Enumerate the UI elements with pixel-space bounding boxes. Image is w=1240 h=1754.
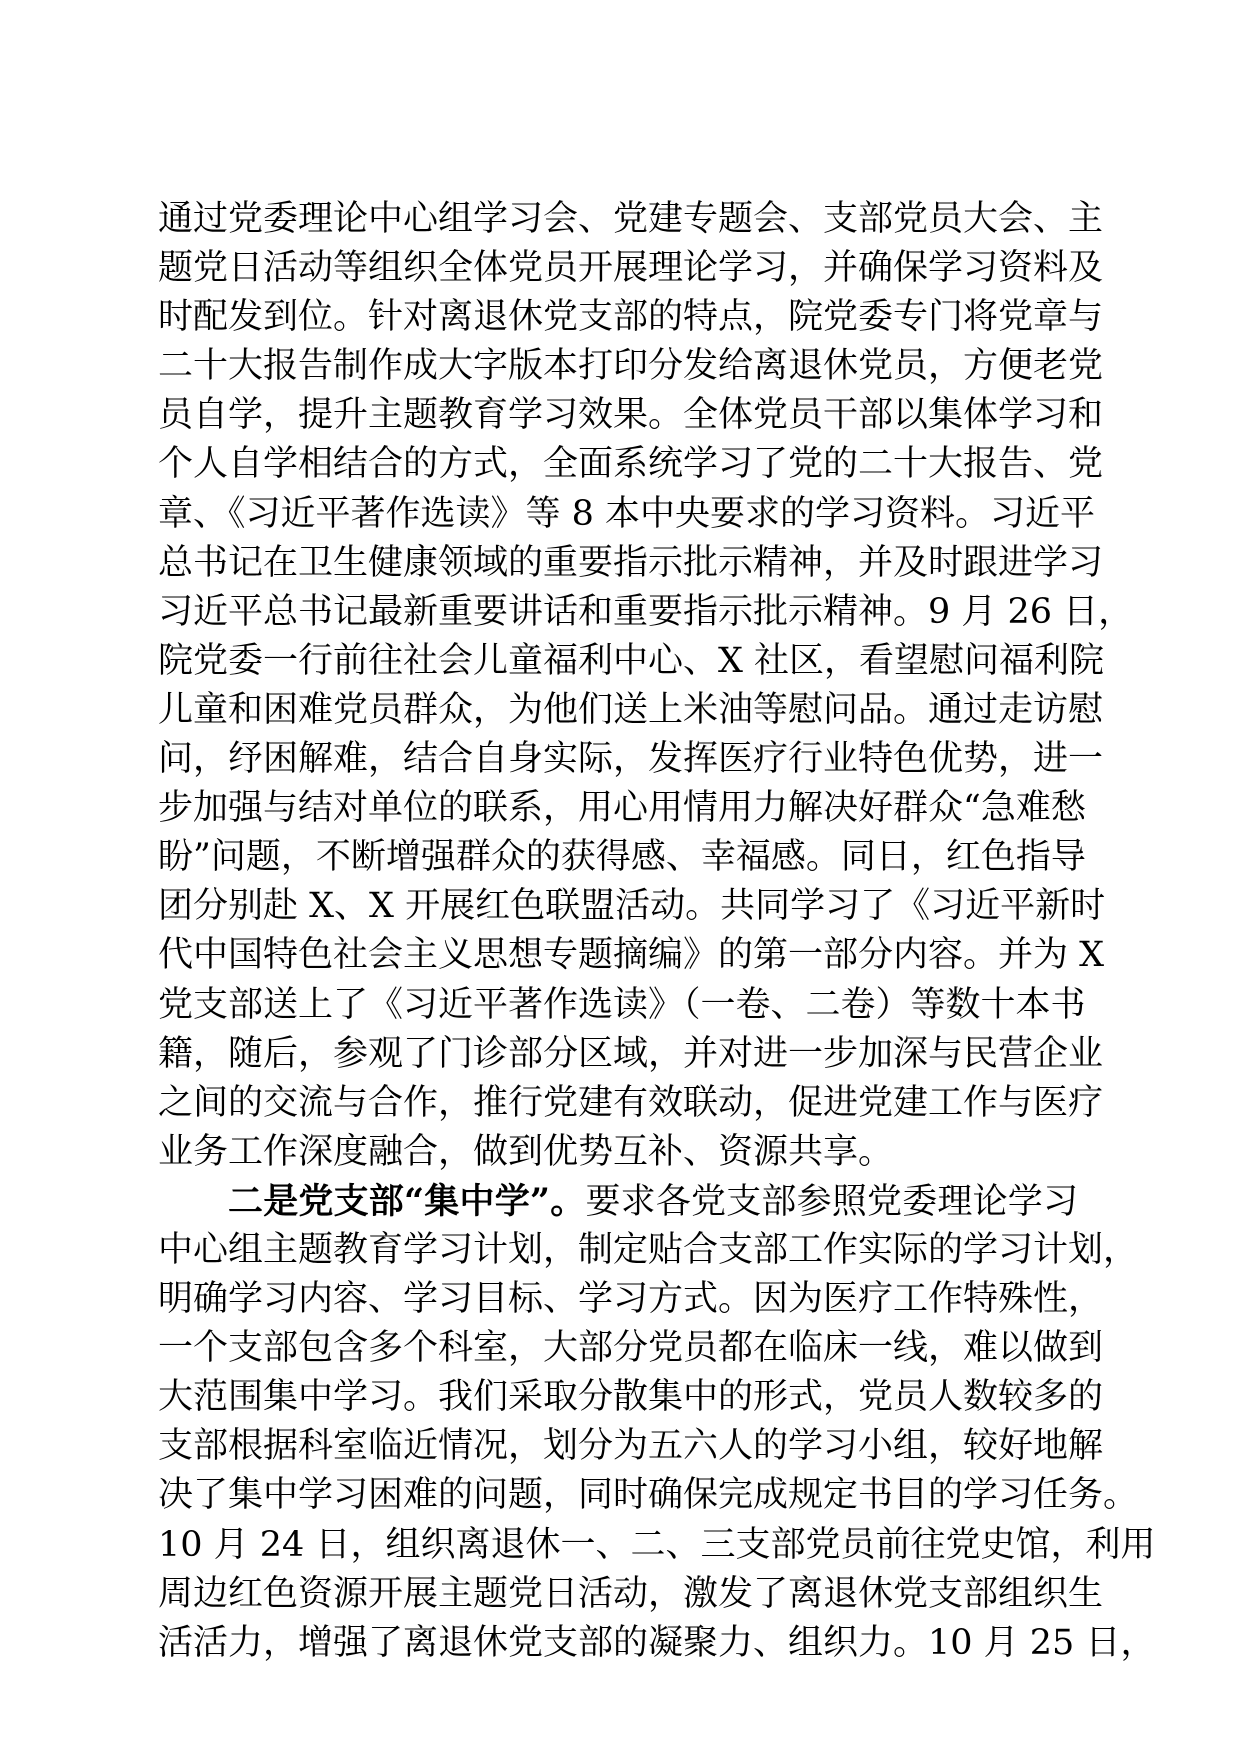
text-line: 大范围集中学习。我们采取分散集中的形式，党员人数较多的 <box>158 1377 1104 1418</box>
text-line: 通过党委理论中心组学习会、党建专题会、支部党员大会、主 <box>158 199 1104 239</box>
paragraph-2-first-text: 要求各党支部参照党委理论学习 <box>585 1181 1078 1222</box>
text-line: 习近平总书记最新重要讲话和重要指示批示精神。9 月 26 日， <box>158 591 1134 632</box>
text-line: 周边红色资源开展主题党日活动，激发了离退休党支部组织生 <box>158 1573 1104 1614</box>
text-line: 个人自学相结合的方式，全面系统学习了党的二十大报告、党 <box>158 444 1104 485</box>
paragraph-2-heading: 二是党支部“集中学”。 <box>228 1180 586 1222</box>
text-line: 团分别赴 X、X 开展红色联盟活动。共同学习了《习近平新时 <box>158 886 1106 927</box>
text-line: 总书记在卫生健康领域的重要指示批示精神，并及时跟进学习 <box>158 542 1104 583</box>
text-line: 活活力，增强了离退休党支部的凝聚力、组织力。10 月 25 日， <box>158 1622 1156 1663</box>
text-line: 之间的交流与合作，推行党建有效联动，促进党建工作与医疗 <box>158 1082 1104 1123</box>
text-line: 院党委一行前往社会儿童福利中心、X 社区，看望慰问福利院 <box>158 640 1105 681</box>
text-line: 10 月 24 日，组织离退休一、二、三支部党员前往党史馆，利用 <box>158 1524 1156 1565</box>
text-line: 步加强与结对单位的联系，用心用情用力解决好群众“急难愁 <box>158 788 1086 829</box>
text-line: 题党日活动等组织全体党员开展理论学习，并确保学习资料及 <box>158 248 1104 289</box>
text-line: 问，纾困解难，结合自身实际，发挥医疗行业特色优势，进一 <box>158 739 1104 780</box>
text-line: 员自学，提升主题教育学习效果。全体党员干部以集体学习和 <box>158 395 1104 436</box>
text-line: 时配发到位。针对离退休党支部的特点，院党委专门将党章与 <box>158 297 1104 338</box>
text-line: 章、《习近平著作选读》等 8 本中央要求的学习资料。习近平 <box>158 493 1096 534</box>
text-line: 儿童和困难党员群众，为他们送上米油等慰问品。通过走访慰 <box>158 689 1104 730</box>
text-line: 明确学习内容、学习目标、学习方式。因为医疗工作特殊性， <box>158 1279 1104 1320</box>
text-line: 党支部送上了《习近平著作选读》（一卷、二卷）等数十本书 <box>158 984 1086 1025</box>
text-line: 代中国特色社会主义思想专题摘编》的第一部分内容。并为 X <box>158 935 1105 976</box>
text-line: 二十大报告制作成大字版本打印分发给离退休党员，方便老党 <box>158 346 1104 387</box>
text-line: 盼”问题，不断增强群众的获得感、幸福感。同日，红色指导 <box>158 837 1086 878</box>
paragraph-2-first-line <box>158 1177 1078 1226</box>
text-line: 业务工作深度融合，做到优势互补、资源共享。 <box>158 1131 894 1172</box>
text-line: 决了集中学习困难的问题，同时确保完成规定书目的学习任务。 <box>158 1475 1139 1516</box>
text-line: 中心组主题教育学习计划，制定贴合支部工作实际的学习计划， <box>158 1229 1139 1270</box>
text-line: 支部根据科室临近情况，划分为五六人的学习小组，较好地解 <box>158 1426 1104 1467</box>
text-line: 籍，随后，参观了门诊部分区域，并对进一步加深与民营企业 <box>158 1033 1104 1074</box>
text-line: 一个支部包含多个科室，大部分党员都在临床一线，难以做到 <box>158 1328 1104 1369</box>
body-text <box>158 195 1156 1668</box>
